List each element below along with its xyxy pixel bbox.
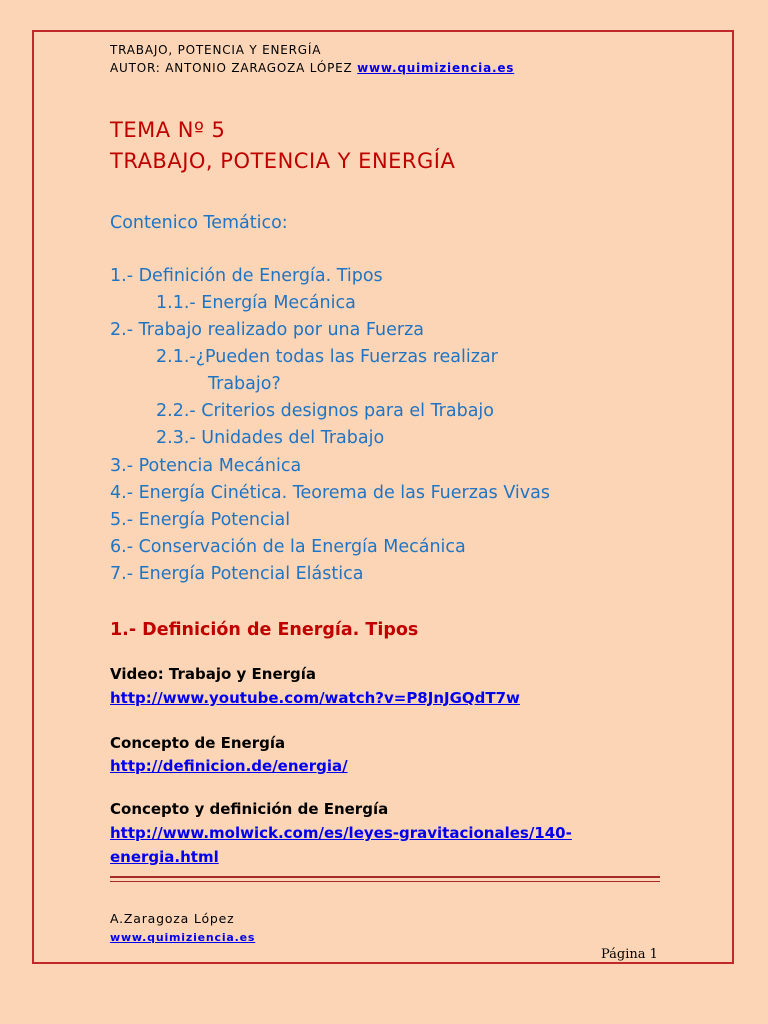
resource-label: Video: Trabajo y Energía bbox=[110, 665, 317, 683]
toc-item: 1.1.- Energía Mecánica bbox=[156, 293, 356, 313]
resource-label: Concepto de Energía bbox=[110, 734, 286, 752]
footer-site bbox=[110, 931, 255, 944]
resource-label: Concepto y definición de Energía bbox=[110, 800, 389, 818]
toc-item: 2.3.- Unidades del Trabajo bbox=[156, 428, 385, 448]
footer-author: A.Zaragoza López bbox=[110, 911, 235, 926]
contents-heading: Contenico Temático: bbox=[110, 213, 288, 233]
header-site-link[interactable]: www.quimiziencia.es bbox=[357, 61, 515, 75]
toc-item: 2.1.-¿Pueden todas las Fuerzas realizar bbox=[156, 347, 498, 367]
footer-rule-thin bbox=[110, 881, 660, 882]
toc-item: 5.- Energía Potencial bbox=[110, 510, 291, 530]
toc-item: 7.- Energía Potencial Elástica bbox=[110, 564, 364, 584]
resource-link-continuation[interactable]: energia.html bbox=[110, 848, 219, 866]
resource-link[interactable]: http://www.youtube.com/watch?v=P8JnJGQdT7w bbox=[110, 689, 520, 707]
toc-item: 4.- Energía Cinética. Teorema de las Fuerzas Vivas bbox=[110, 483, 550, 503]
topic-number: TEMA Nº 5 bbox=[110, 118, 226, 142]
resource-link[interactable]: http://definicion.de/energia/ bbox=[110, 757, 348, 775]
footer-rule bbox=[110, 876, 660, 878]
author-name: AUTOR: ANTONIO ZARAGOZA LÓPEZ bbox=[110, 61, 358, 75]
toc-item: Trabajo? bbox=[208, 374, 281, 394]
toc-item: 2.2.- Criterios designos para el Trabajo bbox=[156, 401, 495, 421]
toc-item: 3.- Potencia Mecánica bbox=[110, 456, 302, 476]
running-header-author bbox=[110, 61, 514, 75]
toc-item: 6.- Conservación de la Energía Mecánica bbox=[110, 537, 466, 557]
section-heading: 1.- Definición de Energía. Tipos bbox=[110, 620, 419, 640]
page-number: Página 1 bbox=[601, 947, 658, 962]
running-header-title: TRABAJO, POTENCIA Y ENERGÍA bbox=[110, 43, 322, 57]
resource-link[interactable]: http://www.molwick.com/es/leyes-gravitacionales/140- bbox=[110, 824, 572, 842]
page-title: TRABAJO, POTENCIA Y ENERGÍA bbox=[110, 149, 456, 173]
toc-item: 2.- Trabajo realizado por una Fuerza bbox=[110, 320, 425, 340]
footer-site-link[interactable]: www.quimiziencia.es bbox=[110, 931, 256, 944]
toc-item: 1.- Definición de Energía. Tipos bbox=[110, 266, 383, 286]
